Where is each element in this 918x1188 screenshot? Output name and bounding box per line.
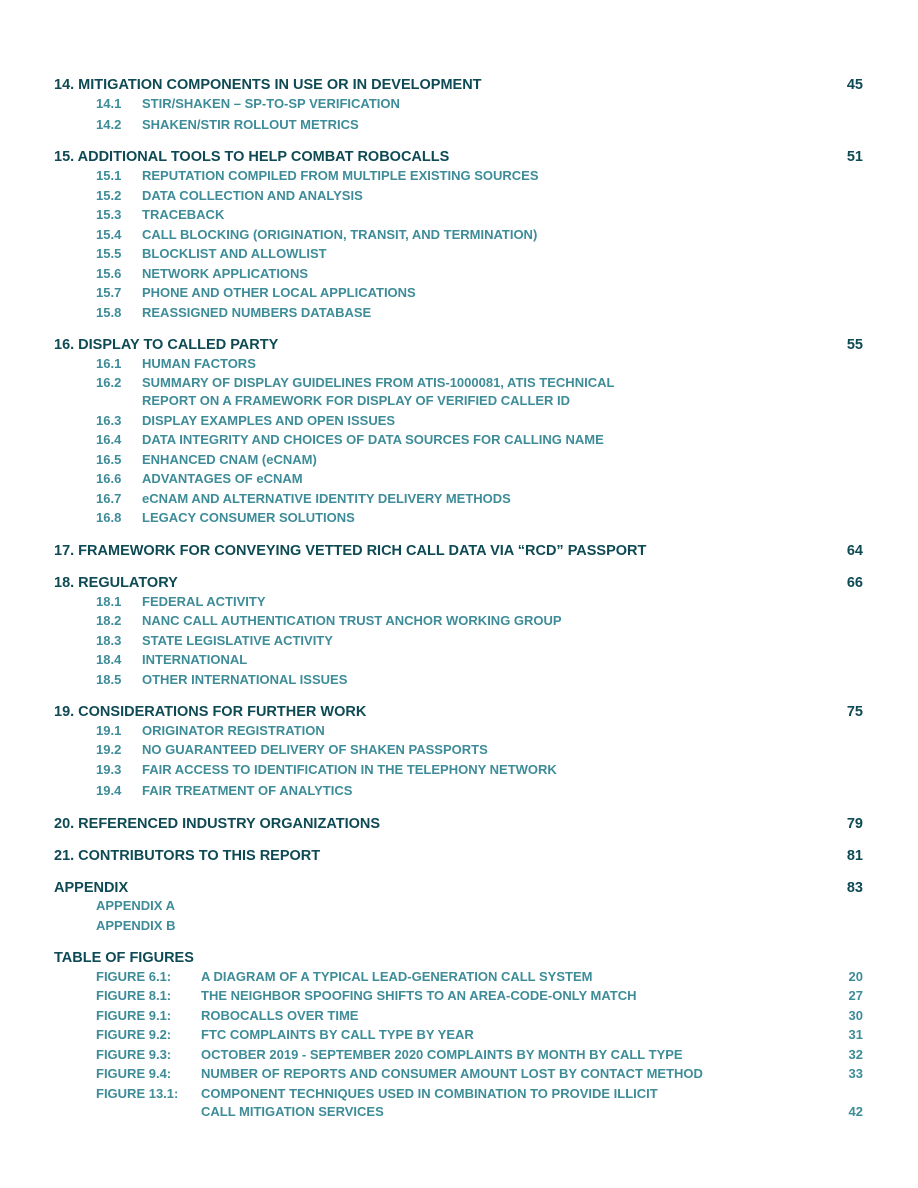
entry-number: 16.3 [96, 413, 122, 428]
entry-title: HUMAN FACTORS [142, 356, 256, 371]
entry-title: FAIR ACCESS TO IDENTIFICATION IN THE TELEPHONY NETWORK [142, 762, 557, 777]
entry-number: 15.7 [96, 285, 122, 300]
entry-title: STIR/SHAKEN – SP-TO-SP VERIFICATION [142, 96, 400, 111]
toc-heading-18[interactable] [54, 574, 863, 592]
entry-number: 15.8 [96, 305, 122, 320]
entry-number: 16.8 [96, 510, 122, 525]
entry-number: 19.2 [96, 742, 122, 757]
entry-number: 16.7 [96, 491, 122, 506]
entry-number: 16.6 [96, 471, 122, 486]
figure-title: COMPONENT TECHNIQUES USED IN COMBINATION TO PROVIDE ILLICIT [201, 1086, 658, 1101]
entry-number: 18.4 [96, 652, 122, 667]
entry-title: FAIR TREATMENT OF ANALYTICS [142, 783, 353, 798]
entry-number: 18.5 [96, 672, 122, 687]
page-number: 20 [848, 969, 863, 984]
entry-number: 15.2 [96, 188, 122, 203]
toc-heading-21[interactable] [54, 847, 863, 865]
entry-title: DISPLAY EXAMPLES AND OPEN ISSUES [142, 413, 396, 428]
entry-number: 16.2 [96, 375, 122, 390]
entry-title: TRACEBACK [142, 207, 225, 222]
toc-heading-figures [54, 949, 863, 967]
entry-title: ENHANCED CNAM (eCNAM) [142, 452, 317, 467]
page-number: 45 [846, 77, 863, 93]
figure-title-continued: CALL MITIGATION SERVICES [201, 1104, 384, 1119]
page-number: 27 [848, 988, 863, 1003]
toc-heading-17[interactable] [54, 542, 863, 560]
figure-number: FIGURE 9.2: [96, 1027, 172, 1042]
entry-title: SUMMARY OF DISPLAY GUIDELINES FROM ATIS-1000081, ATIS TECHNICAL [142, 375, 615, 390]
page-number: 83 [846, 880, 863, 896]
entry-title: PHONE AND OTHER LOCAL APPLICATIONS [142, 285, 416, 300]
entry-number: 18.3 [96, 633, 122, 648]
figure-title: NUMBER OF REPORTS AND CONSUMER AMOUNT LOST BY CONTACT METHOD [201, 1066, 703, 1081]
page-number: 33 [848, 1066, 863, 1081]
entry-title: SHAKEN/STIR ROLLOUT METRICS [142, 117, 359, 132]
entry-number: 19.1 [96, 723, 122, 738]
figure-title: ROBOCALLS OVER TIME [201, 1008, 359, 1023]
entry-title: BLOCKLIST AND ALLOWLIST [142, 246, 327, 261]
heading-title: 15. ADDITIONAL TOOLS TO HELP COMBAT ROBOCALLS [54, 149, 450, 165]
toc-heading-appendix[interactable] [54, 879, 863, 897]
entry-number: 16.5 [96, 452, 122, 467]
figure-number: FIGURE 8.1: [96, 988, 172, 1003]
entry-title: DATA INTEGRITY AND CHOICES OF DATA SOURCES FOR CALLING NAME [142, 432, 604, 447]
entry-number: 19.4 [96, 783, 122, 798]
page-number: 79 [846, 816, 863, 832]
heading-title: APPENDIX [54, 880, 129, 896]
heading-title: 20. REFERENCED INDUSTRY ORGANIZATIONS [54, 816, 381, 832]
entry-number: 18.1 [96, 594, 122, 609]
entry-title: CALL BLOCKING (ORIGINATION, TRANSIT, AND TERMINATION) [142, 227, 538, 242]
entry-number: 15.6 [96, 266, 122, 281]
page-number: 51 [846, 149, 863, 165]
page-number: 32 [848, 1047, 863, 1062]
figure-number: FIGURE 13.1: [96, 1086, 179, 1101]
toc-heading-19[interactable] [54, 703, 863, 721]
heading-title: 21. CONTRIBUTORS TO THIS REPORT [54, 848, 321, 864]
entry-number: 14.1 [96, 96, 122, 111]
entry-title: eCNAM AND ALTERNATIVE IDENTITY DELIVERY METHODS [142, 491, 511, 506]
figure-number: FIGURE 6.1: [96, 969, 172, 984]
page-number: 75 [846, 704, 863, 720]
heading-title: 16. DISPLAY TO CALLED PARTY [54, 337, 279, 353]
entry-title: NETWORK APPLICATIONS [142, 266, 309, 281]
entry-title: OTHER INTERNATIONAL ISSUES [142, 672, 348, 687]
figure-title: THE NEIGHBOR SPOOFING SHIFTS TO AN AREA-CODE-ONLY MATCH [201, 988, 637, 1003]
page-number: 66 [846, 575, 863, 591]
entry-title: NO GUARANTEED DELIVERY OF SHAKEN PASSPORTS [142, 742, 488, 757]
page-number: 31 [848, 1027, 863, 1042]
entry-number: 14.2 [96, 117, 122, 132]
entry-number: 15.4 [96, 227, 122, 242]
entry-title: REASSIGNED NUMBERS DATABASE [142, 305, 372, 320]
page-number: 55 [846, 337, 863, 353]
figure-title: A DIAGRAM OF A TYPICAL LEAD-GENERATION CALL SYSTEM [201, 969, 593, 984]
entry-title: FEDERAL ACTIVITY [142, 594, 266, 609]
page-number: 64 [846, 543, 863, 559]
toc-heading-16[interactable] [54, 336, 863, 354]
toc-heading-15[interactable] [54, 148, 863, 166]
page-number: 81 [846, 848, 863, 864]
toc-heading-14[interactable] [54, 76, 863, 94]
entry-number: 15.3 [96, 207, 122, 222]
entry-number: 19.3 [96, 762, 122, 777]
entry-title: ORIGINATOR REGISTRATION [142, 723, 325, 738]
entry-number: 16.1 [96, 356, 122, 371]
heading-title: TABLE OF FIGURES [54, 950, 194, 966]
heading-title: 14. MITIGATION COMPONENTS IN USE OR IN DEVELOPMENT [54, 77, 482, 93]
entry-title: REPUTATION COMPILED FROM MULTIPLE EXISTING SOURCES [142, 168, 539, 183]
figure-number: FIGURE 9.3: [96, 1047, 172, 1062]
figure-title: FTC COMPLAINTS BY CALL TYPE BY YEAR [201, 1027, 474, 1042]
entry-title: STATE LEGISLATIVE ACTIVITY [142, 633, 333, 648]
heading-title: 17. FRAMEWORK FOR CONVEYING VETTED RICH CALL DATA VIA “RCD” PASSPORT [54, 543, 647, 559]
entry-title-continued: REPORT ON A FRAMEWORK FOR DISPLAY OF VERIFIED CALLER ID [142, 393, 571, 408]
figure-number: FIGURE 9.1: [96, 1008, 172, 1023]
entry-number: 15.5 [96, 246, 122, 261]
entry-title: DATA COLLECTION AND ANALYSIS [142, 188, 363, 203]
entry-title: APPENDIX A [96, 898, 175, 913]
heading-title: 18. REGULATORY [54, 575, 178, 591]
toc-heading-20[interactable] [54, 815, 863, 833]
entry-number: 15.1 [96, 168, 122, 183]
entry-number: 16.4 [96, 432, 122, 447]
figure-number: FIGURE 9.4: [96, 1066, 172, 1081]
heading-title: 19. CONSIDERATIONS FOR FURTHER WORK [54, 704, 367, 720]
entry-title: NANC CALL AUTHENTICATION TRUST ANCHOR WORKING GROUP [142, 613, 562, 628]
entry-number: 18.2 [96, 613, 122, 628]
entry-title: ADVANTAGES OF eCNAM [142, 471, 303, 486]
entry-title: LEGACY CONSUMER SOLUTIONS [142, 510, 355, 525]
page-number: 30 [848, 1008, 863, 1023]
entry-title: APPENDIX B [96, 918, 176, 933]
entry-title: INTERNATIONAL [142, 652, 248, 667]
figure-title: OCTOBER 2019 - SEPTEMBER 2020 COMPLAINTS BY MONTH BY CALL TYPE [201, 1047, 683, 1062]
page-number: 42 [848, 1104, 863, 1119]
